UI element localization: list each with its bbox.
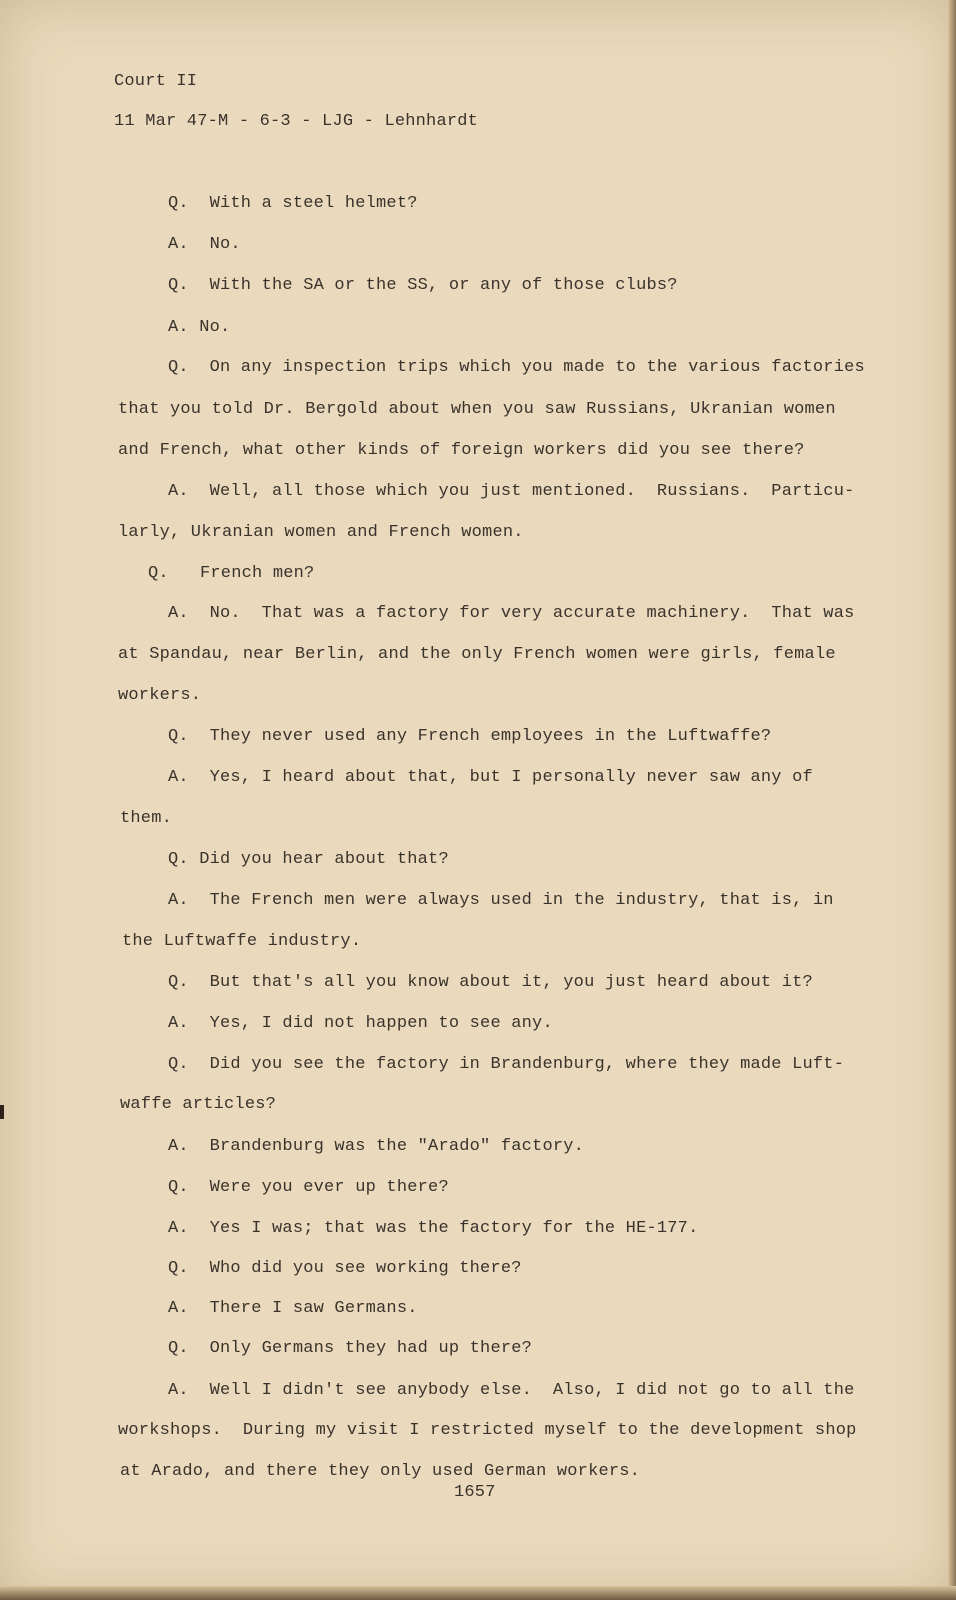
court-label: Court II — [114, 72, 198, 91]
transcript-line: Q. They never used any French employees in the Luftwaffe? — [168, 727, 772, 746]
transcript-line: waffe articles? — [120, 1095, 277, 1114]
transcript-line: them. — [120, 809, 173, 828]
transcript-line: workers. — [118, 686, 202, 705]
page-number: 1657 — [454, 1483, 496, 1502]
transcript-line: A. Well I didn't see anybody else. Also, I did not go to all the — [168, 1381, 855, 1400]
transcript-line: Q. Only Germans they had up there? — [168, 1339, 533, 1358]
transcript-line: Q. With a steel helmet? — [168, 194, 418, 213]
transcript-line: Q. Did you see the factory in Brandenburg, where they made Luft- — [168, 1055, 845, 1074]
transcript-line: A. No. That was a factory for very accurate machinery. That was — [168, 604, 855, 623]
transcript-line: Q. But that's all you know about it, you just heard about it? — [168, 973, 813, 992]
record-header: 11 Mar 47-M - 6-3 - LJG - Lehnhardt — [114, 112, 479, 131]
transcript-line: the Luftwaffe industry. — [122, 932, 362, 951]
transcript-line: A. Well, all those which you just mentioned. Russians. Particu- — [168, 482, 855, 501]
transcript-line: at Spandau, near Berlin, and the only French women were girls, female — [118, 645, 836, 664]
transcript-line: A. No. — [168, 235, 241, 254]
transcript-line: larly, Ukranian women and French women. — [118, 523, 524, 542]
transcript-line: Q. On any inspection trips which you made to the various factories — [168, 358, 865, 377]
transcript-line: at Arado, and there they only used German workers. — [120, 1462, 641, 1481]
margin-mark — [0, 1105, 4, 1119]
transcript-line: A. There I saw Germans. — [168, 1299, 418, 1318]
transcript-line: Q. French men? — [148, 564, 315, 583]
page-edge-bottom — [0, 1586, 956, 1600]
page-edge-right — [948, 0, 956, 1600]
transcript-line: Q. Who did you see working there? — [168, 1259, 522, 1278]
transcript-line: A. Brandenburg was the "Arado" factory. — [168, 1137, 585, 1156]
transcript-line: workshops. During my visit I restricted myself to the development shop — [118, 1421, 857, 1440]
transcript-line: and French, what other kinds of foreign workers did you see there? — [118, 441, 805, 460]
transcript-line: A. Yes, I did not happen to see any. — [168, 1014, 553, 1033]
transcript-line: Q. Were you ever up there? — [168, 1178, 449, 1197]
transcript-line: that you told Dr. Bergold about when you saw Russians, Ukranian women — [118, 400, 836, 419]
transcript-line: A. No. — [168, 318, 231, 337]
transcript-line: A. Yes, I heard about that, but I personally never saw any of — [168, 768, 813, 787]
transcript-line: Q. Did you hear about that? — [168, 850, 449, 869]
transcript-line: Q. With the SA or the SS, or any of those clubs? — [168, 276, 678, 295]
transcript-line: A. The French men were always used in the industry, that is, in — [168, 891, 834, 910]
transcript-line: A. Yes I was; that was the factory for the HE-177. — [168, 1219, 699, 1238]
